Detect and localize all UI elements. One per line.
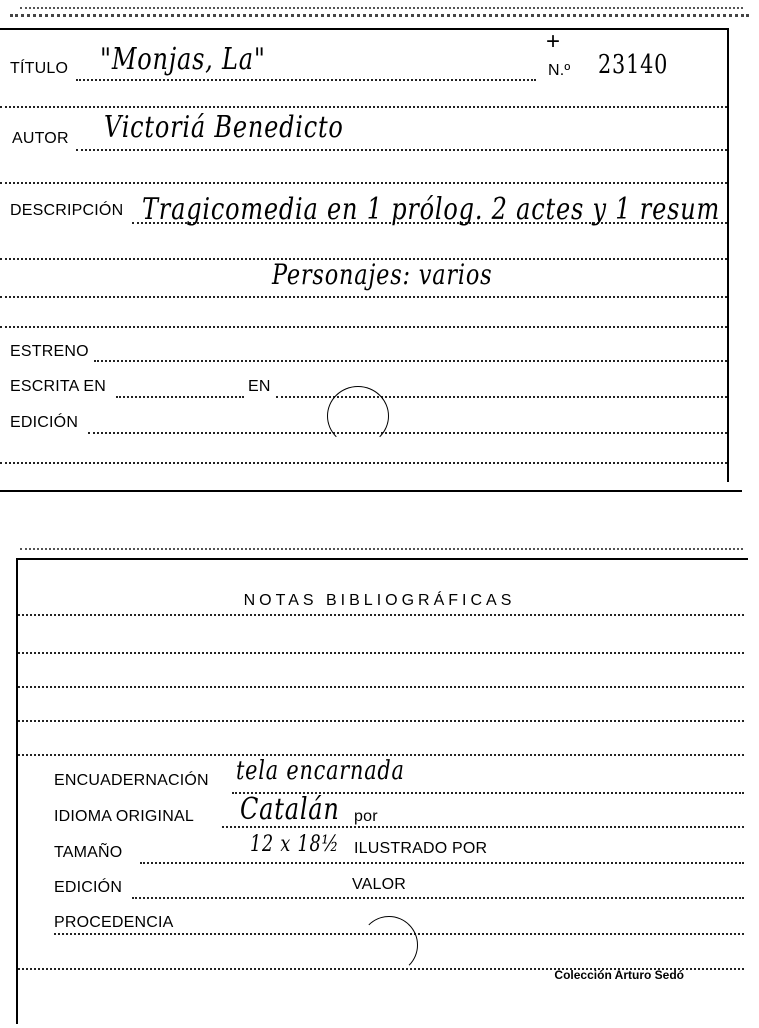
titulo-label: TÍTULO [10,60,69,77]
edicion-line [88,432,727,434]
estreno-label: ESTRENO [10,343,89,360]
titulo-line [76,79,536,81]
estreno-line [94,360,727,362]
encuadernacion-value: tela encarnada [236,756,405,786]
procedencia-label: PROCEDENCIA [54,914,174,931]
descripcion-value-2: Personajes: varios [272,258,493,291]
titulo-value: "Monjas, La" [100,42,266,77]
descripcion-label: DESCRIPCIÓN [10,202,124,219]
edicion-line [132,897,744,899]
escrita-label: ESCRITA EN [10,378,106,395]
rule-line [0,462,727,464]
en-label: EN [248,378,271,395]
idioma-value: Catalán [240,792,340,827]
escrita-line [116,396,244,398]
ilustrado-label: ILUSTRADO POR [354,840,488,857]
encuadernacion-label: ENCUADERNACIÓN [54,772,209,789]
punch-hole [327,386,389,446]
top-edge-speckle [20,548,743,556]
numero-mark: + [546,28,561,55]
numero-label: N.º [548,62,571,79]
catalog-card-front [0,0,759,500]
rule-line [18,614,744,616]
tamano-line [140,862,744,864]
rule-line [18,686,744,688]
edicion-label: EDICIÓN [10,414,79,431]
valor-label: VALOR [352,876,407,893]
tamano-label: TAMAÑO [54,844,123,861]
tamano-value: 12 x 18½ [250,832,340,857]
idioma-label: IDIOMA ORIGINAL [54,808,194,825]
rule-line [0,106,727,108]
catalog-card-back [0,540,759,1028]
notas-heading: NOTAS BIBLIOGRÁFICAS [243,592,516,609]
autor-value: Victoriá Benedicto [104,110,344,145]
autor-line [76,149,727,151]
punch-hole [360,916,418,974]
top-edge-speckle [10,14,749,23]
edicion-label: EDICIÓN [54,879,123,896]
autor-label: AUTOR [12,130,69,147]
rule-line [0,296,727,298]
coleccion-imprint: Colección Arturo Sedó [554,968,684,982]
card-edge [0,490,742,492]
por-label: por [354,808,378,825]
numero-value: 23140 [598,50,669,80]
rule-line [18,720,744,722]
rule-line [0,182,727,184]
rule-line [18,652,744,654]
rule-line [0,326,727,328]
descripcion-value: Tragicomedia en 1 prólog. 2 actes y 1 resum [142,192,721,227]
